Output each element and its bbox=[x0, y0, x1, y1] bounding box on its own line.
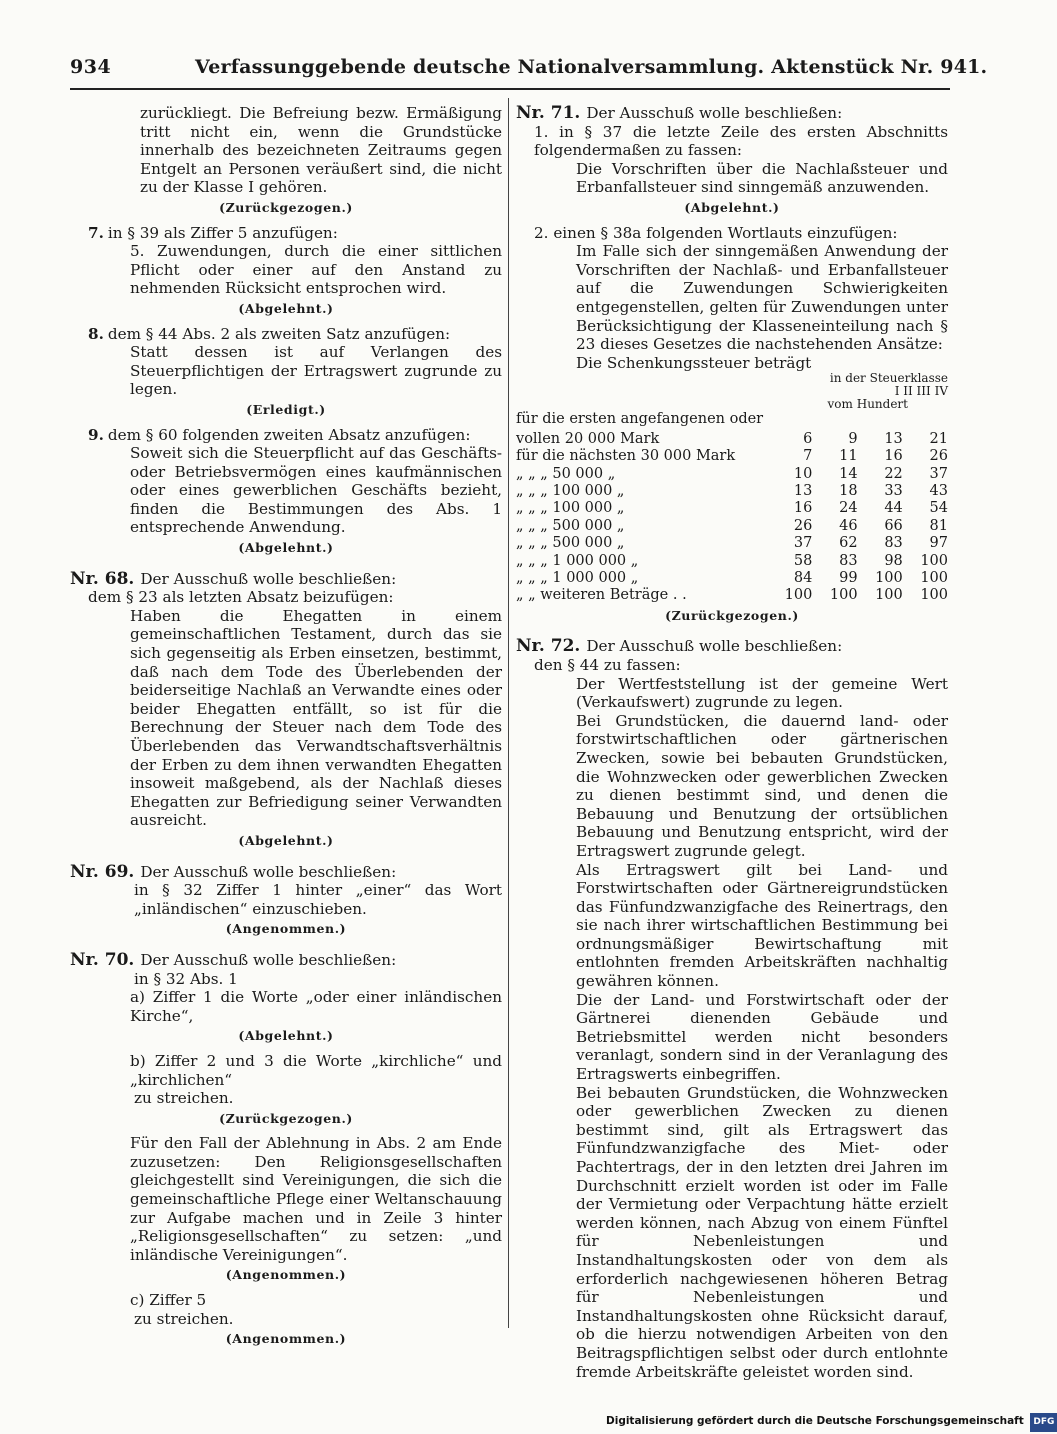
item-text: in § 39 als Ziffer 5 anzufügen: bbox=[107, 223, 338, 242]
tax-rate-cell: 100 bbox=[920, 552, 948, 569]
status-note: (Angenommen.) bbox=[225, 921, 347, 937]
tax-row-label: „ „ „ 50 000 „ bbox=[516, 465, 616, 482]
tax-table-row bbox=[516, 587, 948, 604]
tax-rate-cell: 97 bbox=[929, 535, 948, 552]
nr71-item-1-quote: Die Vorschriften über die Nachlaßsteuer und Erbanfallsteuer sind sinngemäß anzuwenden. bbox=[576, 159, 948, 197]
tax-rate-cell: 6 bbox=[803, 430, 813, 447]
tax-rate-cell: 33 bbox=[884, 482, 903, 499]
nr72-paragraph-5: Bei bebauten Grundstücken, die Wohnzwecken oder gewerblichen Zwecken zu dienen bestimmt sind, gilt als Ertragswert das Fünfundzwanzigfache des Miet- oder Pachtertrags, der in den letzten drei Jahren im Durchschnitt erzielt worden ist oder im Falle der Vermietung oder Verpachtung hätte erzielt werden können, nach Abzug von einem Fünftel für Nebenleistungen und Instandhaltungskosten oder von dem als erforderlich nachgewiesenen höheren Betrag für Nebenleistungen und Instandhaltungskosten ohne Rücksicht darauf, ob die hierzu notwendigen Arbeiten von den Beitragspflichtigen selbst oder durch entlohnte fremde Arbeitskräfte geleistet worden sind. bbox=[576, 1083, 948, 1381]
footer-text: Digitalisierung gefördert durch die Deutsche Forschungsgemeinschaft bbox=[606, 1415, 1024, 1427]
tax-rate-cell: 13 bbox=[793, 482, 813, 499]
nr72-heading bbox=[516, 637, 948, 656]
tax-rate-cell: 7 bbox=[803, 448, 813, 465]
item-9 bbox=[70, 426, 502, 445]
nr70-a: a) Ziffer 1 die Worte „oder einer inländischen Kirche“, bbox=[130, 988, 502, 1025]
nr70-label: Nr. 70. bbox=[70, 949, 135, 970]
tax-rate-cell: 83 bbox=[884, 535, 903, 552]
item-9-quote: Soweit sich die Steuerpflicht auf das Geschäfts- oder Betriebsvermögen eines kaufmännischen oder eines gewerblichen Geschäfts bezieht, finden die Bestimmungen des Abs. 1 entsprechende Anwendung. bbox=[130, 444, 502, 537]
tax-rate-cell: 13 bbox=[884, 430, 903, 447]
tax-rate-cell: 46 bbox=[839, 517, 858, 534]
left-column bbox=[70, 104, 502, 1355]
status-note: (Abgelehnt.) bbox=[684, 199, 780, 215]
tax-rate-cell: 100 bbox=[875, 587, 903, 604]
tax-rate-cell: 58 bbox=[793, 552, 813, 569]
page-number: 934 bbox=[70, 56, 112, 78]
header-rule bbox=[70, 88, 950, 90]
nr72-paragraph-3: Als Ertragswert gilt bei Land- und Forstwirtschaften oder Gärtnereigrundstücken das Fünfundzwanzigfache des Reinertrags, den sie nach ihrer wirtschaftlichen Bestimmung bei ordnungsmäßiger Bewirtschaftung mit entlohnten fremden Arbeitskräften nachhaltig gewähren können. bbox=[576, 860, 948, 991]
tax-table-row bbox=[516, 500, 948, 517]
tax-rate-cell: 99 bbox=[839, 569, 858, 586]
nr70-intro: Der Ausschuß wolle beschließen: bbox=[140, 950, 397, 969]
right-column bbox=[516, 104, 948, 1381]
tax-rate-cell: 100 bbox=[920, 569, 948, 586]
item-text: dem § 60 folgenden zweiten Absatz anzufügen: bbox=[107, 425, 471, 444]
nr70-b: b) Ziffer 2 und 3 die Worte „kirchliche“ und „kirchlichen“ bbox=[130, 1051, 502, 1089]
nr72-label: Nr. 72. bbox=[516, 636, 581, 657]
status-note: (Angenommen.) bbox=[225, 1331, 347, 1347]
item-8 bbox=[70, 325, 502, 344]
tax-rate-cell: 100 bbox=[829, 587, 858, 604]
tax-rate-cell: 26 bbox=[929, 448, 948, 465]
tax-row-label: „ „ „ 500 000 „ bbox=[516, 535, 625, 552]
status-note: (Abgelehnt.) bbox=[238, 540, 334, 556]
nr72-paragraph-1: Der Wertfeststellung ist der gemeine Wert (Verkaufswert) zugrunde zu legen. bbox=[576, 674, 948, 712]
status-note: (Abgelehnt.) bbox=[238, 832, 334, 848]
nr70-line: in § 32 Abs. 1 bbox=[134, 969, 238, 988]
nr70-c-end: zu streichen. bbox=[134, 1309, 234, 1328]
nr70-heading bbox=[70, 951, 502, 970]
tax-table-row bbox=[516, 431, 948, 448]
status-note: (Zurückgezogen.) bbox=[665, 607, 799, 623]
tax-rate-cell: 18 bbox=[839, 482, 858, 499]
tax-rate-cell: 11 bbox=[839, 448, 858, 465]
tax-rate-cell: 14 bbox=[839, 465, 858, 482]
tax-rate-cell: 100 bbox=[920, 587, 948, 604]
item-number: 8. bbox=[88, 324, 104, 343]
tax-rate-cell: 10 bbox=[793, 465, 813, 482]
nr68-heading bbox=[70, 570, 502, 589]
nr68-label: Nr. 68. bbox=[70, 568, 135, 589]
tax-rate-cell: 37 bbox=[929, 465, 948, 482]
tax-rate-cell: 54 bbox=[929, 500, 948, 517]
tax-row-label: „ „ „ 1 000 000 „ bbox=[516, 552, 639, 569]
tax-table-row bbox=[516, 570, 948, 587]
status-note: (Zurückgezogen.) bbox=[219, 199, 353, 215]
nr71-item-2: 2. einen § 38a folgenden Wortlauts einzufügen: bbox=[534, 223, 898, 242]
nr68-quote: Haben die Ehegatten in einem gemeinschaftlichen Testament, durch das sie sich gegenseitig als Erben einsetzen, bestimmt, daß nach dem Tode des Überlebenden der beiderseitige Nachlaß an Verwandte eines oder beider Ehegatten entfällt, so ist für die Berechnung der Steuer nach dem Tode des Überlebenden das Verwandtschaftsverhältnis der Erben zu dem ihnen verwandten Ehegatten insoweit maßgebend, als der Nachlaß dieses Ehegatten zur Befriedigung seiner Verwandten ausreicht. bbox=[130, 606, 502, 830]
tax-table-body bbox=[516, 431, 948, 605]
tax-row-label: „ „ „ 100 000 „ bbox=[516, 500, 625, 517]
continued-text: zurückliegt. Die Befreiung bezw. Ermäßigung tritt nicht ein, wenn die Grundstücke innerhalb des bezeichneten Zeitraums gegen Entgelt an Personen veräußert sind, die nicht zu der Klasse I gehören. bbox=[140, 104, 502, 197]
tax-rate-cell: 16 bbox=[884, 448, 903, 465]
status-note: (Erledigt.) bbox=[246, 401, 326, 417]
status-note: (Abgelehnt.) bbox=[238, 1028, 334, 1044]
nr69-label: Nr. 69. bbox=[70, 861, 135, 882]
tax-table-first-line: für die ersten angefangenen oder bbox=[516, 411, 764, 428]
dfg-logo: DFG bbox=[1030, 1413, 1057, 1432]
item-7-quote: 5. Zuwendungen, durch die einer sittlichen Pflicht oder einer auf den Anstand zu nehmenden Rücksicht entsprochen wird. bbox=[130, 242, 502, 298]
tax-rate-cell: 83 bbox=[839, 552, 858, 569]
tax-rate-cell: 66 bbox=[884, 517, 903, 534]
nr71-intro: Der Ausschuß wolle beschließen: bbox=[586, 104, 843, 122]
item-number: 7. bbox=[88, 223, 104, 242]
tax-table-header-class: in der Steuerklasse bbox=[829, 371, 948, 386]
nr70-b-end: zu streichen. bbox=[134, 1089, 234, 1108]
nr69-intro: Der Ausschuß wolle beschließen: bbox=[140, 862, 397, 881]
nr72-line: den § 44 zu fassen: bbox=[534, 655, 681, 674]
item-text: dem § 44 Abs. 2 als zweiten Satz anzufügen: bbox=[107, 324, 451, 343]
tax-rate-cell: 44 bbox=[884, 500, 903, 517]
item-7 bbox=[70, 224, 502, 243]
nr72-intro: Der Ausschuß wolle beschließen: bbox=[586, 637, 843, 656]
nr71-heading bbox=[516, 104, 948, 123]
item-8-quote: Statt dessen ist auf Verlangen des Steuerpflichtigen der Ertragswert zugrunde zu legen. bbox=[130, 343, 502, 399]
status-note: (Angenommen.) bbox=[225, 1267, 347, 1283]
tax-rate-cell: 24 bbox=[839, 500, 858, 517]
running-title: Verfassunggebende deutsche Nationalversammlung. Aktenstück Nr. 941. bbox=[195, 56, 988, 78]
tax-row-label: vollen 20 000 Mark bbox=[516, 430, 660, 447]
tax-rate-cell: 98 bbox=[884, 552, 903, 569]
nr71-item-1: 1. in § 37 die letzte Zeile des ersten Abschnitts folgendermaßen zu fassen: bbox=[534, 122, 948, 160]
tax-rate-cell: 21 bbox=[929, 430, 948, 447]
tax-rate-cell: 9 bbox=[848, 430, 858, 447]
status-note: (Abgelehnt.) bbox=[238, 300, 334, 316]
tax-table-intro: Die Schenkungssteuer beträgt bbox=[576, 353, 812, 372]
nr69-text: in § 32 Ziffer 1 hinter „einer“ das Wort „inländischen“ einzuschieben. bbox=[134, 881, 502, 918]
tax-table bbox=[516, 431, 948, 605]
nr68-line: dem § 23 als letzten Absatz beizufügen: bbox=[88, 588, 394, 607]
tax-rate-cell: 100 bbox=[875, 569, 903, 586]
tax-table-row bbox=[516, 518, 948, 535]
column-divider bbox=[508, 98, 509, 1328]
tax-table-row bbox=[516, 553, 948, 570]
tax-rate-cell: 26 bbox=[793, 517, 813, 534]
tax-table-row bbox=[516, 535, 948, 552]
tax-rate-cell: 62 bbox=[839, 535, 858, 552]
tax-table-header-unit: vom Hundert bbox=[827, 397, 908, 412]
tax-rate-cell: 100 bbox=[784, 587, 813, 604]
tax-table-row bbox=[516, 466, 948, 483]
tax-rate-cell: 84 bbox=[793, 569, 813, 586]
tax-rate-cell: 81 bbox=[929, 517, 948, 534]
tax-rate-cell: 43 bbox=[929, 482, 948, 499]
nr72-paragraph-4: Die der Land- und Forstwirtschaft oder der Gärtnerei dienenden Gebäude und Betriebsmittel werden nicht besonders veranlagt, sondern sind in der Veranlagung des Ertragswerts einbegriffen. bbox=[576, 990, 948, 1084]
nr69-heading bbox=[70, 863, 502, 882]
tax-table-row bbox=[516, 483, 948, 500]
tax-row-label: „ „ weiteren Beträge . . bbox=[516, 587, 687, 604]
item-number: 9. bbox=[88, 425, 104, 444]
nr71-item-2-quote: Im Falle sich der sinngemäßen Anwendung der Vorschriften der Nachlaß- und Erbanfallsteuer auf die Zuwendungen Schwierigkeiten entgegenstellen, gelten für Zuwendungen unter Berücksichtigung der Klasseneinteilung nach § 23 dieses Gesetzes die nachstehenden Ansätze: bbox=[576, 242, 948, 354]
nr72-paragraph-2: Bei Grundstücken, die dauernd land- oder forstwirtschaftlichen oder gärtnerischen Zwecken, sowie bei bebauten Grundstücken, die Wohnzwecken oder gewerblichen Zwecken zu dienen bestimmt sind, und denen die Bebauung und Benutzung der ortsüblichen Bebauung und Benutzung entspricht, wird der Ertragswert zugrunde gelegt. bbox=[576, 711, 948, 860]
nr70-c: c) Ziffer 5 bbox=[130, 1291, 207, 1310]
tax-rate-cell: 16 bbox=[793, 500, 813, 517]
page-header bbox=[70, 56, 988, 86]
tax-table-row bbox=[516, 448, 948, 465]
nr68-intro: Der Ausschuß wolle beschließen: bbox=[140, 569, 397, 588]
tax-row-label: „ „ „ 500 000 „ bbox=[516, 517, 625, 534]
tax-table-header-numerals: I II III IV bbox=[894, 384, 948, 399]
tax-row-label: „ „ „ 1 000 000 „ bbox=[516, 569, 639, 586]
nr70-paragraph: Für den Fall der Ablehnung in Abs. 2 am Ende zuzusetzen: Den Religionsgesellschaften gleichgestellt sind Vereinigungen, die sich die gemeinschaftliche Pflege einer Weltanschauung zur Aufgabe machen und in Zeile 3 hinter „Religionsgesellschaften“ zu setzen: „und inländische Vereinigungen“. bbox=[130, 1134, 502, 1264]
tax-rate-cell: 37 bbox=[793, 535, 813, 552]
tax-rate-cell: 22 bbox=[884, 465, 903, 482]
tax-row-label: „ „ „ 100 000 „ bbox=[516, 482, 625, 499]
status-note: (Zurückgezogen.) bbox=[219, 1110, 353, 1126]
tax-row-label: für die nächsten 30 000 Mark bbox=[516, 448, 736, 465]
digitization-footer bbox=[606, 1412, 1057, 1432]
nr71-label: Nr. 71. bbox=[516, 103, 581, 123]
